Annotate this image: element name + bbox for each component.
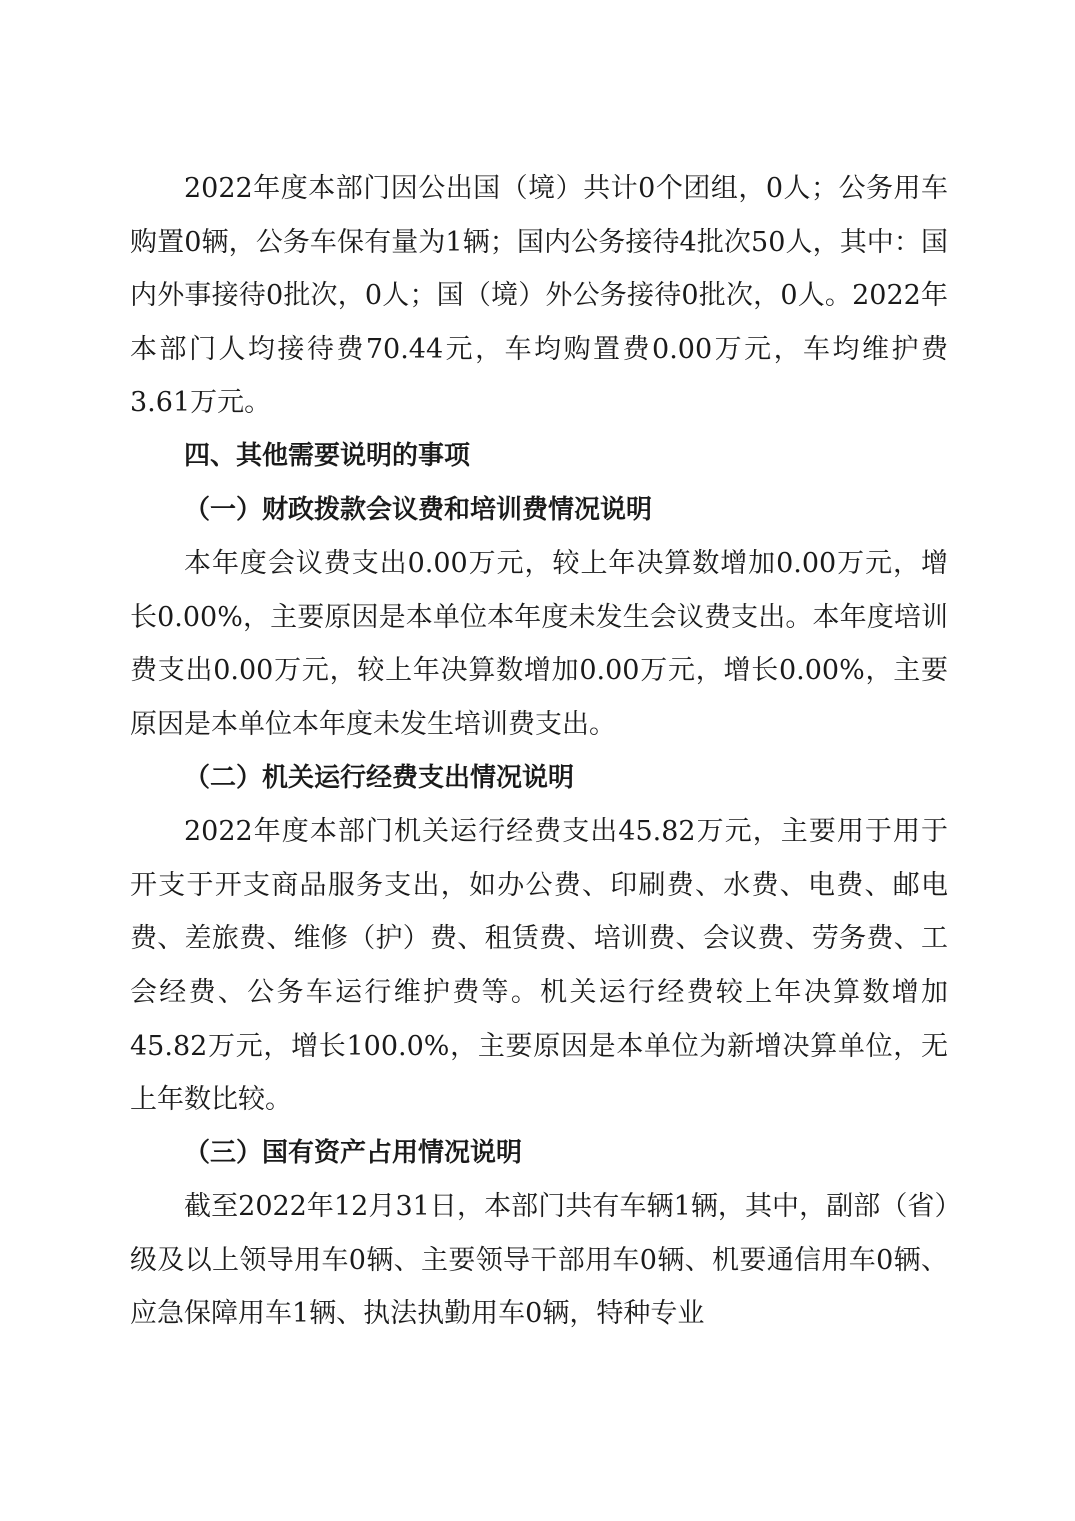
paragraph-operating-expenses: 2022年度本部门机关运行经费支出45.82万元，主要用于用于开支于开支商品服务支出，如办公费、印刷费、水费、电费、邮电费、差旅费、维修（护）费、租赁费、培训费、会议费、劳务费、工会经费、公务车运行维护费等。机关运行经费较上年决算数增加45.82万元，增长100.0%，主要原因是本单位为新增决算单位，无上年数比较。 [130, 816, 948, 1116]
paragraph-state-assets: 截至2022年12月31日，本部门共有车辆1辆，其中，副部（省）级及以上领导用车0辆、主要领导干部用车0辆、机要通信用车0辆、应急保障用车1辆、执法执勤用车0辆，特种专业 [130, 1191, 948, 1330]
subheading-state-assets: （三）国有资产占用情况说明 [184, 1137, 523, 1168]
document-page [130, 162, 948, 1341]
subheading-meeting-training-fees: （一）财政拨款会议费和培训费情况说明 [184, 494, 653, 525]
section-heading-other-matters: 四、其他需要说明的事项 [184, 440, 471, 471]
subheading-operating-expenses: （二）机关运行经费支出情况说明 [184, 762, 575, 793]
paragraph-meeting-training-fees: 本年度会议费支出0.00万元，较上年决算数增加0.00万元，增长0.00%，主要原因是本单位本年度未发生会议费支出。本年度培训费支出0.00万元，较上年决算数增加0.00万元，增长0.00%，主要原因是本单位本年度未发生培训费支出。 [130, 548, 948, 740]
paragraph-public-affairs-summary: 2022年度本部门因公出国（境）共计0个团组，0人；公务用车购置0辆，公务车保有量为1辆；国内公务接待4批次50人，其中：国内外事接待0批次，0人；国（境）外公务接待0批次，0人。2022年本部门人均接待费70.44元，车均购置费0.00万元，车均维护费3.61万元。 [130, 173, 948, 419]
